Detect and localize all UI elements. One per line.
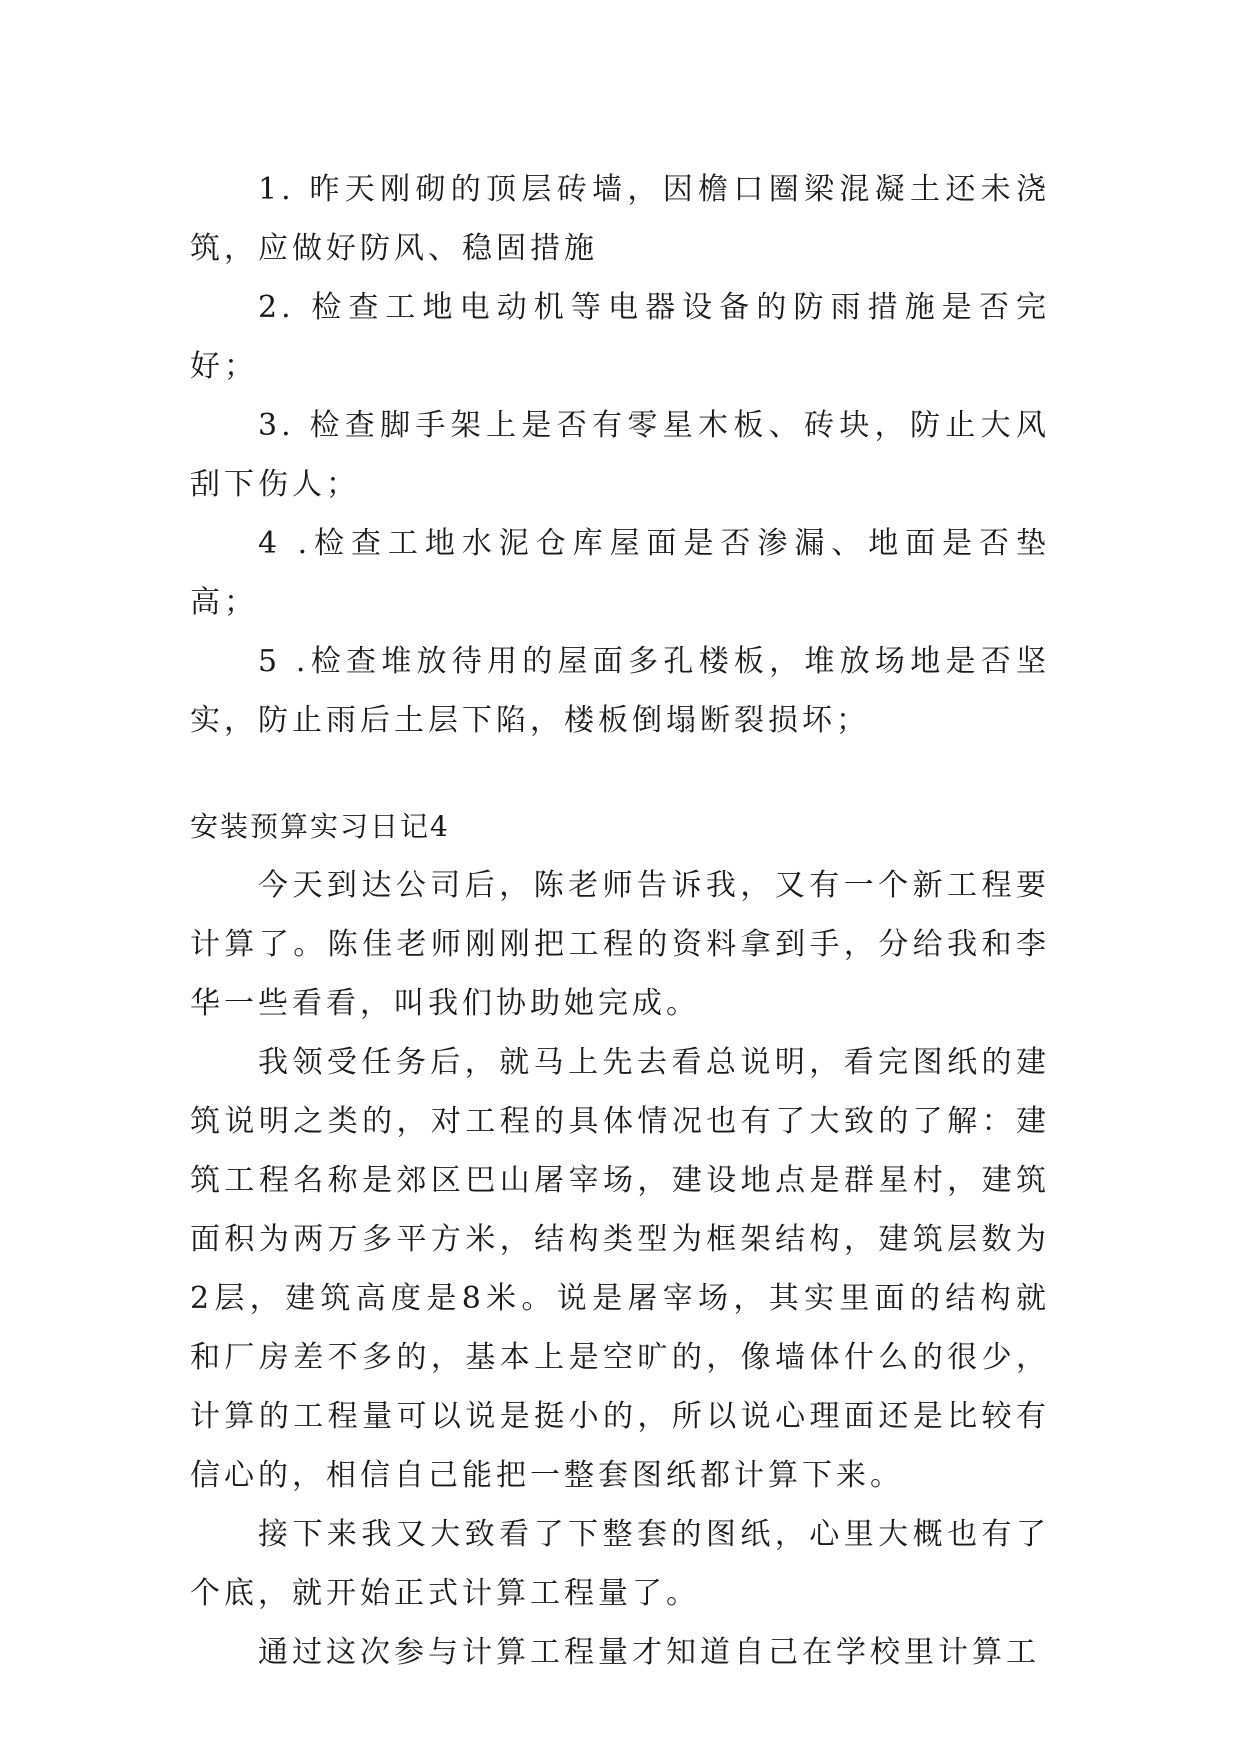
paragraph: 我领受任务后，就马上先去看总说明，看完图纸的建筑说明之类的，对工程的具体情况也有了大致的了解：建筑工程名称是郊区巴山屠宰场，建设地点是群星村，建筑面积为两万多平方米，结构类型为框架结构，建筑层数为2层，建筑高度是8米。说是屠宰场，其实里面的结构就和厂房差不多的，基本上是空旷的，像墙体什么的很少，计算的工程量可以说是挺小的，所以说心理面还是比较有信心的，相信自己能把一整套图纸都计算下来。 [190, 1045, 1050, 1493]
paragraph: 接下来我又大致看了下整套的图纸，心里大概也有了个底，就开始正式计算工程量了。 [190, 1517, 1050, 1611]
list-item: 1. 昨天刚砌的顶层砖墙，因檐口圈梁混凝土还未浇筑，应做好防风、稳固措施 [190, 172, 1050, 266]
document-page [190, 160, 1050, 1682]
paragraph: 通过这次参与计算工程量才知道自己在学校里计算工 [258, 1635, 1040, 1670]
list-item: 2. 检查工地电动机等电器设备的防雨措施是否完好； [190, 290, 1050, 384]
section-title: 安装预算实习日记4 [190, 810, 450, 843]
list-item: 3. 检查脚手架上是否有零星木板、砖块，防止大风刮下伤人； [190, 408, 1050, 502]
list-item: 4 .检查工地水泥仓库屋面是否渗漏、地面是否垫高； [190, 526, 1050, 620]
paragraph: 今天到达公司后，陈老师告诉我，又有一个新工程要计算了。陈佳老师刚刚把工程的资料拿到手，分给我和李华一些看看，叫我们协助她完成。 [190, 868, 1050, 1021]
list-item: 5 .检查堆放待用的屋面多孔楼板，堆放场地是否坚实，防止雨后土层下陷，楼板倒塌断裂损坏； [190, 644, 1050, 738]
